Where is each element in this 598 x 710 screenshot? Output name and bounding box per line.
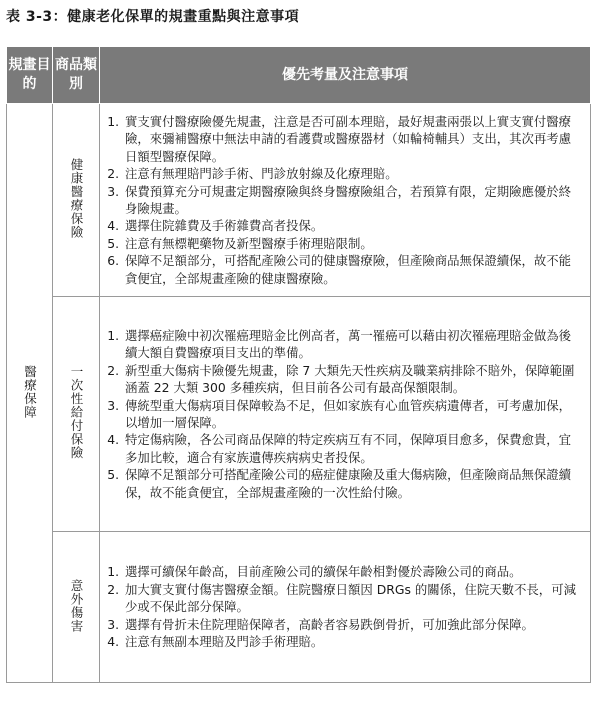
planning-table [6, 46, 591, 683]
purpose-label: 醫療保障 [22, 364, 38, 419]
list-item: 5. 保障不足額部分可搭配產險公司的癌症健康險及重大傷病險，但產險商品無保證續保，故不能貪便宜，全部規畫產險的一次性給付險。 [123, 466, 583, 501]
list-item: 4. 注意有無副本理賠及門診手術理賠。 [123, 633, 583, 650]
header-category: 商品類別 [53, 47, 100, 104]
purpose-cell [7, 104, 53, 683]
notes-list [101, 558, 589, 655]
list-item: 5. 注意有無標靶藥物及新型醫療手術理賠限制。 [123, 235, 583, 252]
list-item: 2. 加大實支實付傷害醫療金額。住院醫療日額因 DRGs 的關係，住院天數不長，可減少或不保此部分保障。 [123, 581, 583, 616]
category-cell [53, 104, 100, 297]
list-item: 4. 特定傷病險，各公司商品保障的特定疾病互有不同，保障項目愈多，保費愈貴，宜多加比較，適合有家族遺傳疾病病史者投保。 [123, 431, 583, 466]
notes-list [101, 322, 589, 506]
table-row [7, 532, 591, 683]
notes-list [101, 108, 589, 292]
notes-cell [100, 297, 591, 532]
notes-cell [100, 104, 591, 297]
category-label: 健康醫療保險 [69, 158, 84, 239]
category-cell [53, 532, 100, 683]
list-item: 4. 選擇住院雜費及手術雜費高者投保。 [123, 217, 583, 234]
list-item: 2. 新型重大傷病卡險優先規畫，除 7 大類先天性疾病及職業病排除不賠外，保障範圍涵蓋 22 大類 300 多種疾病，但目前各公司有最高保額限制。 [123, 362, 583, 397]
category-cell [53, 297, 100, 532]
list-item: 2. 注意有無理賠門診手術、門診放射線及化療理賠。 [123, 165, 583, 182]
table-header-row [7, 47, 591, 104]
table-row [7, 297, 591, 532]
list-item: 3. 保費預算充分可規畫定期醫療險與終身醫療險組合，若預算有限，定期險應優於終身險規畫。 [123, 183, 583, 218]
table-caption: 表 3-3：健康老化保單的規畫重點與注意事項 [6, 9, 300, 25]
list-item: 1. 選擇癌症險中初次罹癌理賠金比例高者，萬一罹癌可以藉由初次罹癌理賠金做為後續大額自費醫療項目支出的準備。 [123, 327, 583, 362]
notes-cell [100, 532, 591, 683]
category-label: 一次性給付保險 [69, 365, 84, 460]
list-item: 6. 保障不足額部分，可搭配產險公司的健康醫療險，但產險商品無保證續保，故不能貪便宜，全部規畫產險的健康醫療險。 [123, 252, 583, 287]
list-item: 1. 選擇可續保年齡高，目前產險公司的續保年齡相對優於壽險公司的商品。 [123, 563, 583, 580]
header-notes: 優先考量及注意事項 [100, 47, 591, 104]
list-item: 3. 選擇有骨折未住院理賠保障者，高齡者容易跌倒骨折，可加強此部分保障。 [123, 616, 583, 633]
header-purpose: 規畫目的 [7, 47, 53, 104]
table-row [7, 104, 591, 297]
list-item: 3. 傳統型重大傷病項目保障較為不足，但如家族有心血管疾病遺傳者，可考慮加保，以增加一層保障。 [123, 397, 583, 432]
category-label: 意外傷害 [69, 578, 84, 633]
list-item: 1. 實支實付醫療險優先規畫，注意是否可副本理賠，最好規畫兩張以上實支實付醫療險，來彌補醫療中無法申請的看護費或醫療器材（如輪椅輔具）支出，其次再考慮日額型醫療保障。 [123, 113, 583, 165]
